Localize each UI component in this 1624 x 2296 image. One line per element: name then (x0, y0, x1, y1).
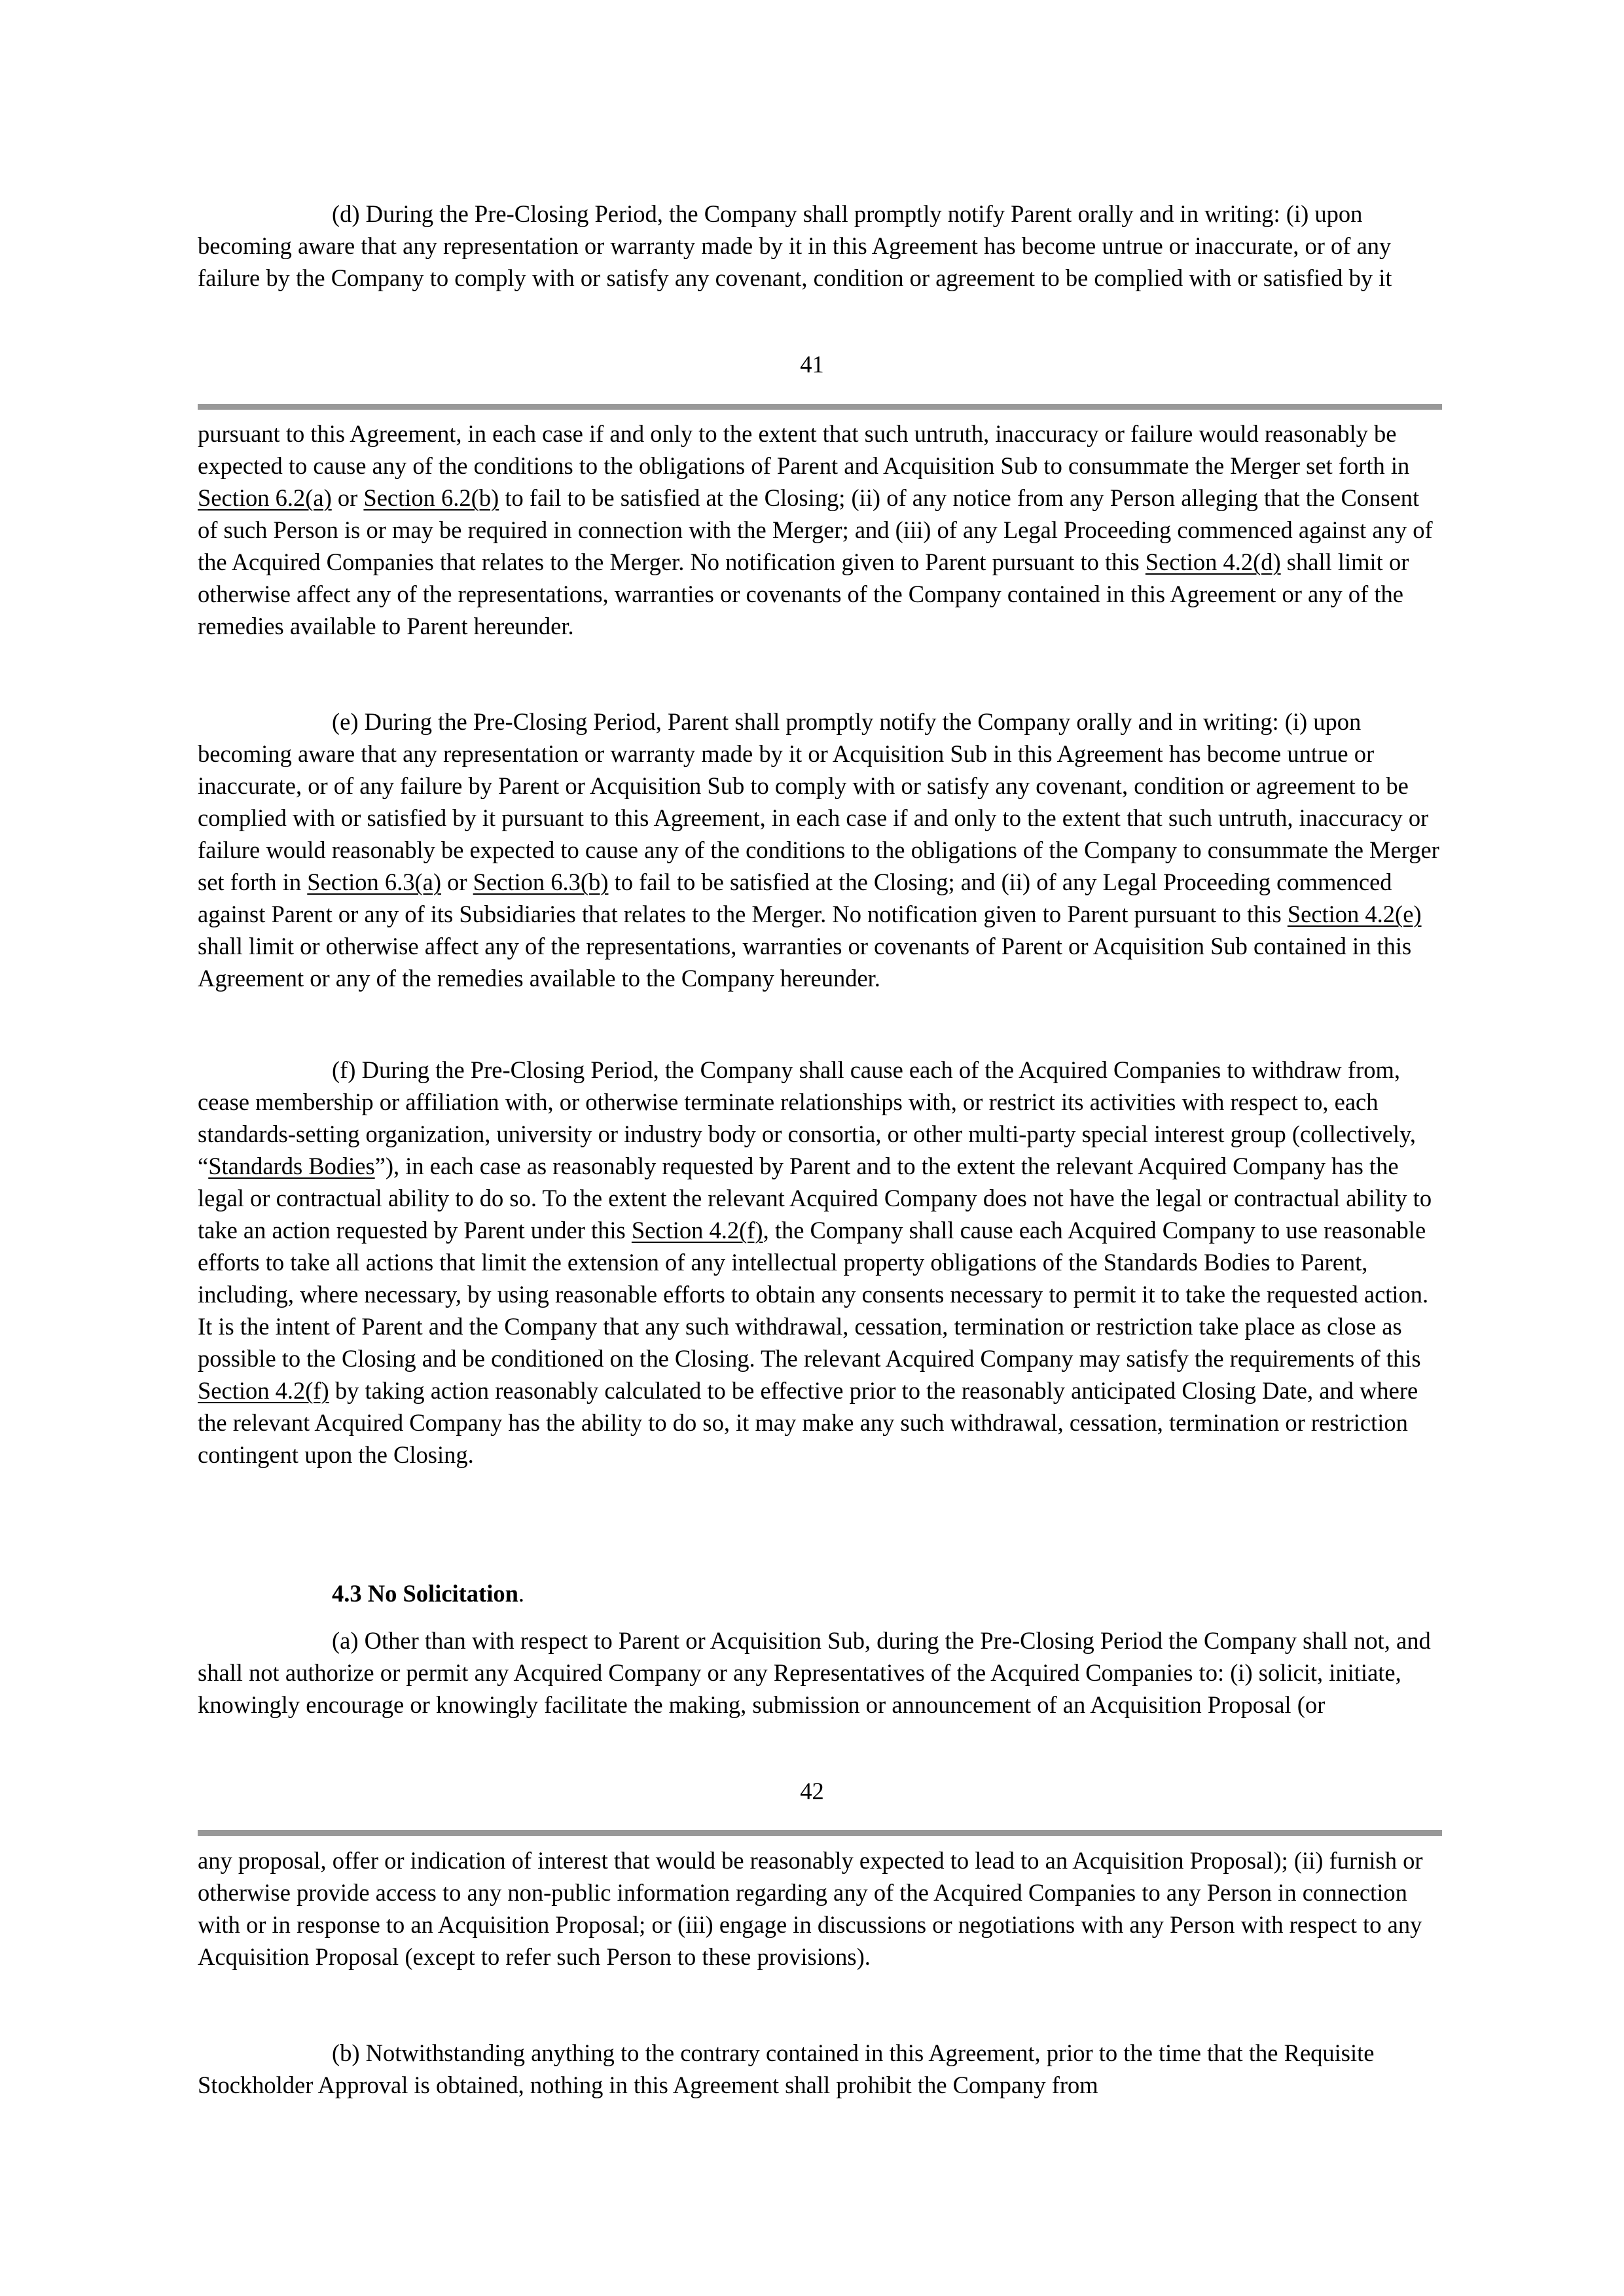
section-ref-4-2-f[interactable]: Section 4.2(f) (631, 1217, 763, 1244)
paragraph-d-continued: pursuant to this Agreement, in each case if and only to the extent that such untruth, inaccuracy or failure would reasonably be expected to cause any of the conditions to the obligations of Parent and Acquisition Sub to consummate the Merger set forth in Section 6.2(a) or Section 6.2(b) to fail to be satisfied at the Closing; (ii) of any notice from any Person alleging that the Consent of such Person is or may be required in connection with the Merger; and (iii) of any Legal Proceeding commenced against any of the Acquired Companies that relates to the Merger. No notification given to Parent pursuant to this Section 4.2(d) shall limit or otherwise affect any of the representations, warranties or covenants of the Company contained in this Agreement or any of the remedies available to Parent hereunder. (198, 420, 1433, 639)
paragraph-f-block (198, 1054, 1441, 1471)
paragraph-b-start: (b) Notwithstanding anything to the contrary contained in this Agreement, prior to the time that the Requisite Stockholder Approval is obtained, nothing in this Agreement shall prohibit the Company from (198, 2039, 1375, 2098)
section-ref-6-3-a[interactable]: Section 6.3(a) (307, 869, 442, 895)
page-number-42: 42 (800, 1778, 824, 1804)
section-heading-4-3: 4.3 No Solicitation. (332, 1580, 525, 1607)
paragraph-f: (f) During the Pre-Closing Period, the Company shall cause each of the Acquired Companies to withdraw from, cease membership or affiliation with, or otherwise terminate relationships with, or restrict its activities with respect to, each standards-setting organization, university or industry body or consortia, or other multi-party special interest group (collectively, “Standards Bodies”), in each case as reasonably requested by Parent and to the extent the relevant Acquired Company has the legal or contractual ability to do so. To the extent the relevant Acquired Company does not have the legal or contractual ability to take an action requested by Parent under this Section 4.2(f), the Company shall cause each Acquired Company to use reasonable efforts to take all actions that limit the extension of any intellectual property obligations of the Standards Bodies to Parent, including, where necessary, by using reasonable efforts to obtain any consents necessary to permit it to take the requested action. It is the intent of Parent and the Company that any such withdrawal, cessation, termination or restriction take place as close as possible to the Closing and be conditioned on the Closing. The relevant Acquired Company may satisfy the requirements of this Section 4.2(f) by taking action reasonably calculated to be effective prior to the reasonably anticipated Closing Date, and where the relevant Acquired Company has the ability to do so, it may make any such withdrawal, cessation, termination or restriction contingent upon the Closing. (198, 1056, 1432, 1468)
paragraph-e-block (198, 706, 1441, 994)
page-41-text (198, 198, 1441, 294)
paragraph-e: (e) During the Pre-Closing Period, Parent shall promptly notify the Company orally and in writing: (i) upon becoming aware that any representation or warranty made by it or Acquisition Sub in this Agreement has become untrue or inaccurate, or of any failure by Parent or Acquisition Sub to comply with or satisfy any covenant, condition or agreement to be complied with or satisfied by it pursuant to this Agreement, in each case if and only to the extent that such untruth, inaccuracy or failure would reasonably be expected to cause any of the conditions to the obligations of the Company to consummate the Merger set forth in Section 6.3(a) or Section 6.3(b) to fail to be satisfied at the Closing; and (ii) of any Legal Proceeding commenced against Parent or any of its Subsidiaries that relates to the Merger. No notification given to Parent pursuant to this Section 4.2(e) shall limit or otherwise affect any of the representations, warranties or covenants of Parent or Acquisition Sub contained in this Agreement or any of the remedies available to the Company hereunder. (198, 708, 1439, 992)
page-43-text (198, 1844, 1441, 1973)
section-ref-6-2-a[interactable]: Section 6.2(a) (198, 484, 332, 511)
heading-4-3-block (198, 1577, 1441, 1609)
paragraph-a-continued: any proposal, offer or indication of interest that would be reasonably expected to lead to an Acquisition Proposal); (ii) furnish or otherwise provide access to any non-public information regarding any of the Acquired Companies to any Person in connection with or in response to an Acquisition Proposal; or (iii) engage in discussions or negotiations with any Person with respect to any Acquisition Proposal (except to refer such Person to these provisions). (198, 1847, 1423, 1970)
section-ref-4-2-f-second[interactable]: Section 4.2(f) (198, 1377, 329, 1404)
page-divider-2 (198, 1830, 1442, 1836)
defined-term-standards-bodies: Standards Bodies (208, 1153, 375, 1179)
paragraph-a-block (198, 1624, 1441, 1721)
section-ref-6-2-b[interactable]: Section 6.2(b) (363, 484, 499, 511)
page-divider (198, 404, 1442, 410)
section-ref-6-3-b[interactable]: Section 6.3(b) (473, 869, 609, 895)
paragraph-a-start: (a) Other than with respect to Parent or Acquisition Sub, during the Pre-Closing Period the Company shall not, and shall not authorize or permit any Acquired Company or any Representatives of the Acquired Companies to: (i) solicit, initiate, knowingly encourage or knowingly facilitate the making, submission or announcement of an Acquisition Proposal (or (198, 1627, 1431, 1718)
page-42-text (198, 418, 1441, 642)
page-number-41: 41 (800, 351, 824, 378)
paragraph-d-start: (d) During the Pre-Closing Period, the Company shall promptly notify Parent orally and in writing: (i) upon becoming aware that any representation or warranty made by it in this Agreement has become untrue or inaccurate, or of any failure by the Company to comply with or satisfy any covenant, condition or agreement to be complied with or satisfied by it (198, 200, 1392, 291)
section-ref-4-2-e[interactable]: Section 4.2(e) (1287, 901, 1422, 927)
section-ref-4-2-d[interactable]: Section 4.2(d) (1145, 548, 1281, 575)
paragraph-b-block (198, 2037, 1441, 2101)
